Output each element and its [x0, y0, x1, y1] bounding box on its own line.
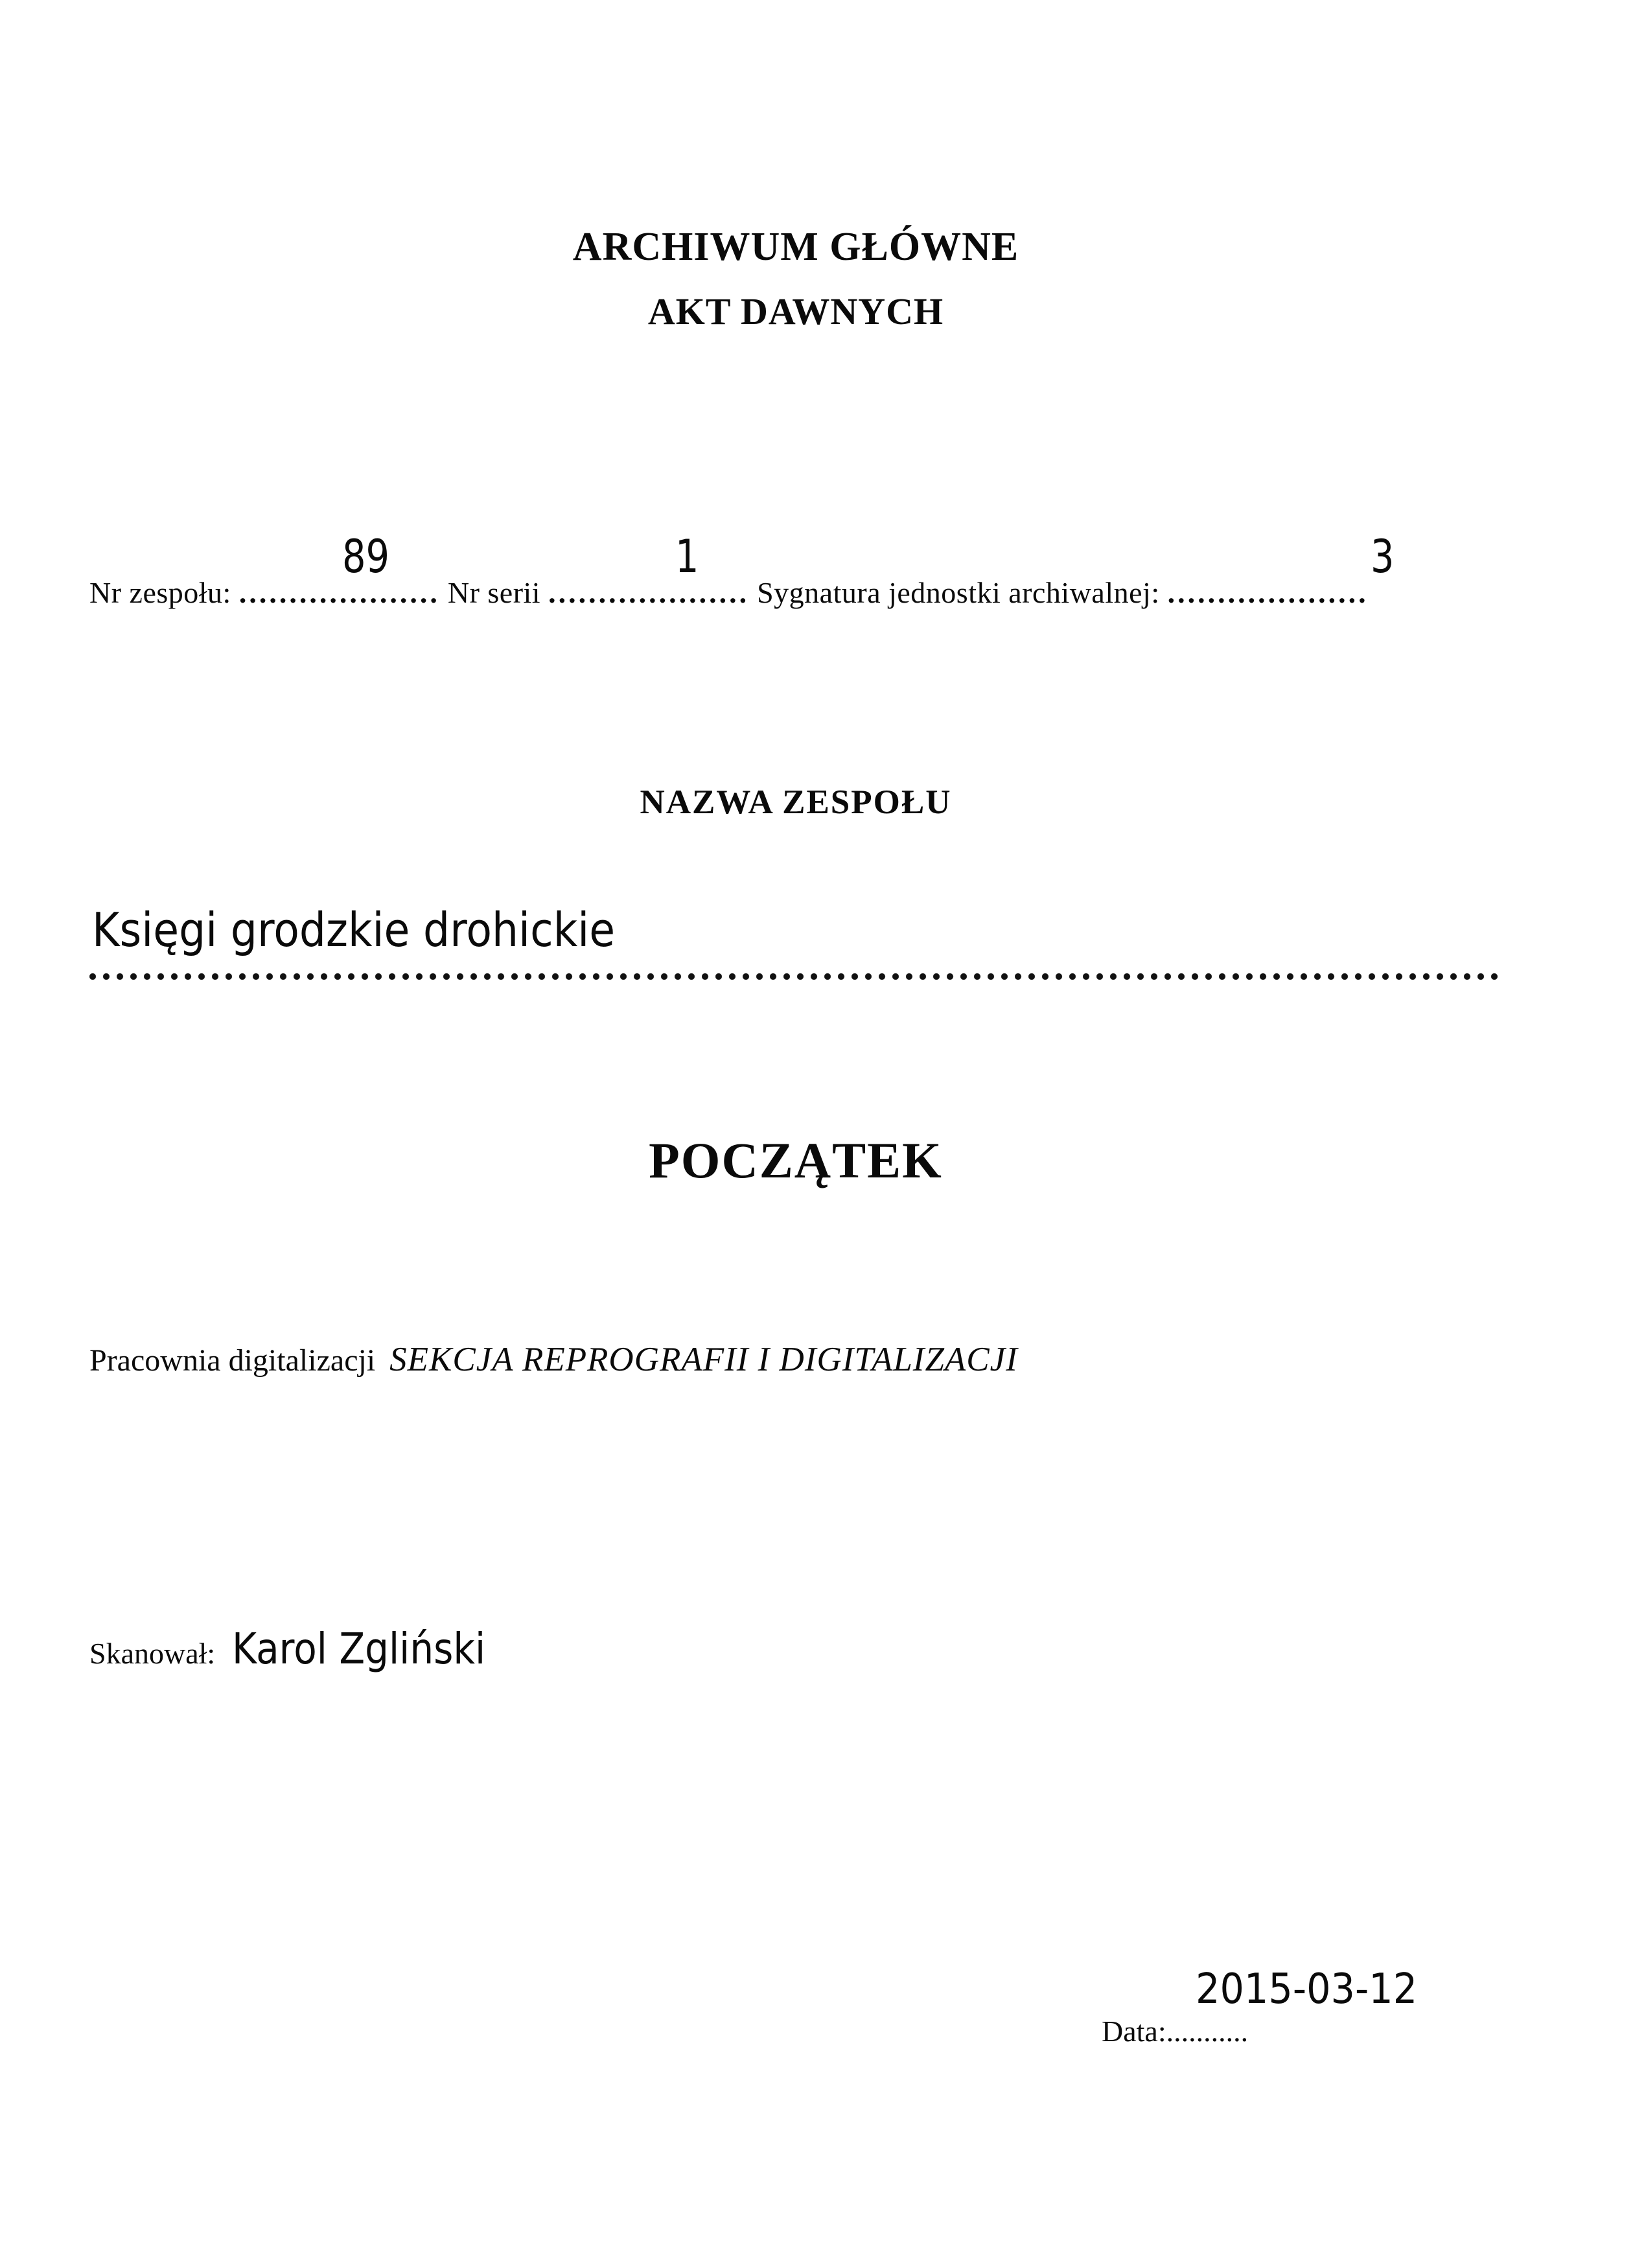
date-dotted-leader: ...........	[1166, 2015, 1249, 2048]
reference-numbers-row	[89, 578, 1369, 608]
fonds-number-dotted-leader: ....................	[238, 576, 440, 609]
archival-unit-signature-label: Sygnatura jednostki archiwalnej:	[757, 576, 1160, 609]
start-section-heading: POCZĄTEK	[649, 1132, 943, 1188]
fonds-number-value: 89	[342, 530, 390, 583]
archive-name-line2: AKT DAWNYCH	[647, 290, 944, 332]
fonds-number-label: Nr zespołu:	[89, 576, 231, 609]
series-number-label: Nr serii	[447, 576, 541, 609]
digitization-lab-row	[89, 1343, 1018, 1377]
scanned-by-value: Karol Zgliński	[232, 1624, 486, 1674]
scan-date-value: 2015-03-12	[1196, 1965, 1418, 2013]
fonds-name-heading: NAZWA ZESPOŁU	[640, 783, 952, 821]
archival-unit-signature-dotted-leader: ....................	[1167, 576, 1369, 609]
fonds-name-dotted-rule	[89, 972, 1498, 981]
digitization-lab-value: SEKCJA REPROGRAFII I DIGITALIZACJI	[389, 1341, 1018, 1378]
date-label-row	[1102, 2017, 1248, 2046]
archival-unit-signature-value: 3	[1371, 530, 1395, 583]
scanned-by-label: Skanował:	[89, 1637, 216, 1670]
digitization-lab-label: Pracownia digitalizacji	[89, 1343, 376, 1378]
archive-name-line1: ARCHIWUM GŁÓWNE	[572, 225, 1019, 269]
date-label: Data:	[1102, 2015, 1166, 2048]
series-number-dotted-leader: ....................	[548, 576, 750, 609]
scanner-row	[89, 1624, 520, 1674]
fonds-name-value: Księgi grodzkie drohickie	[92, 903, 616, 957]
series-number-value: 1	[675, 530, 699, 583]
